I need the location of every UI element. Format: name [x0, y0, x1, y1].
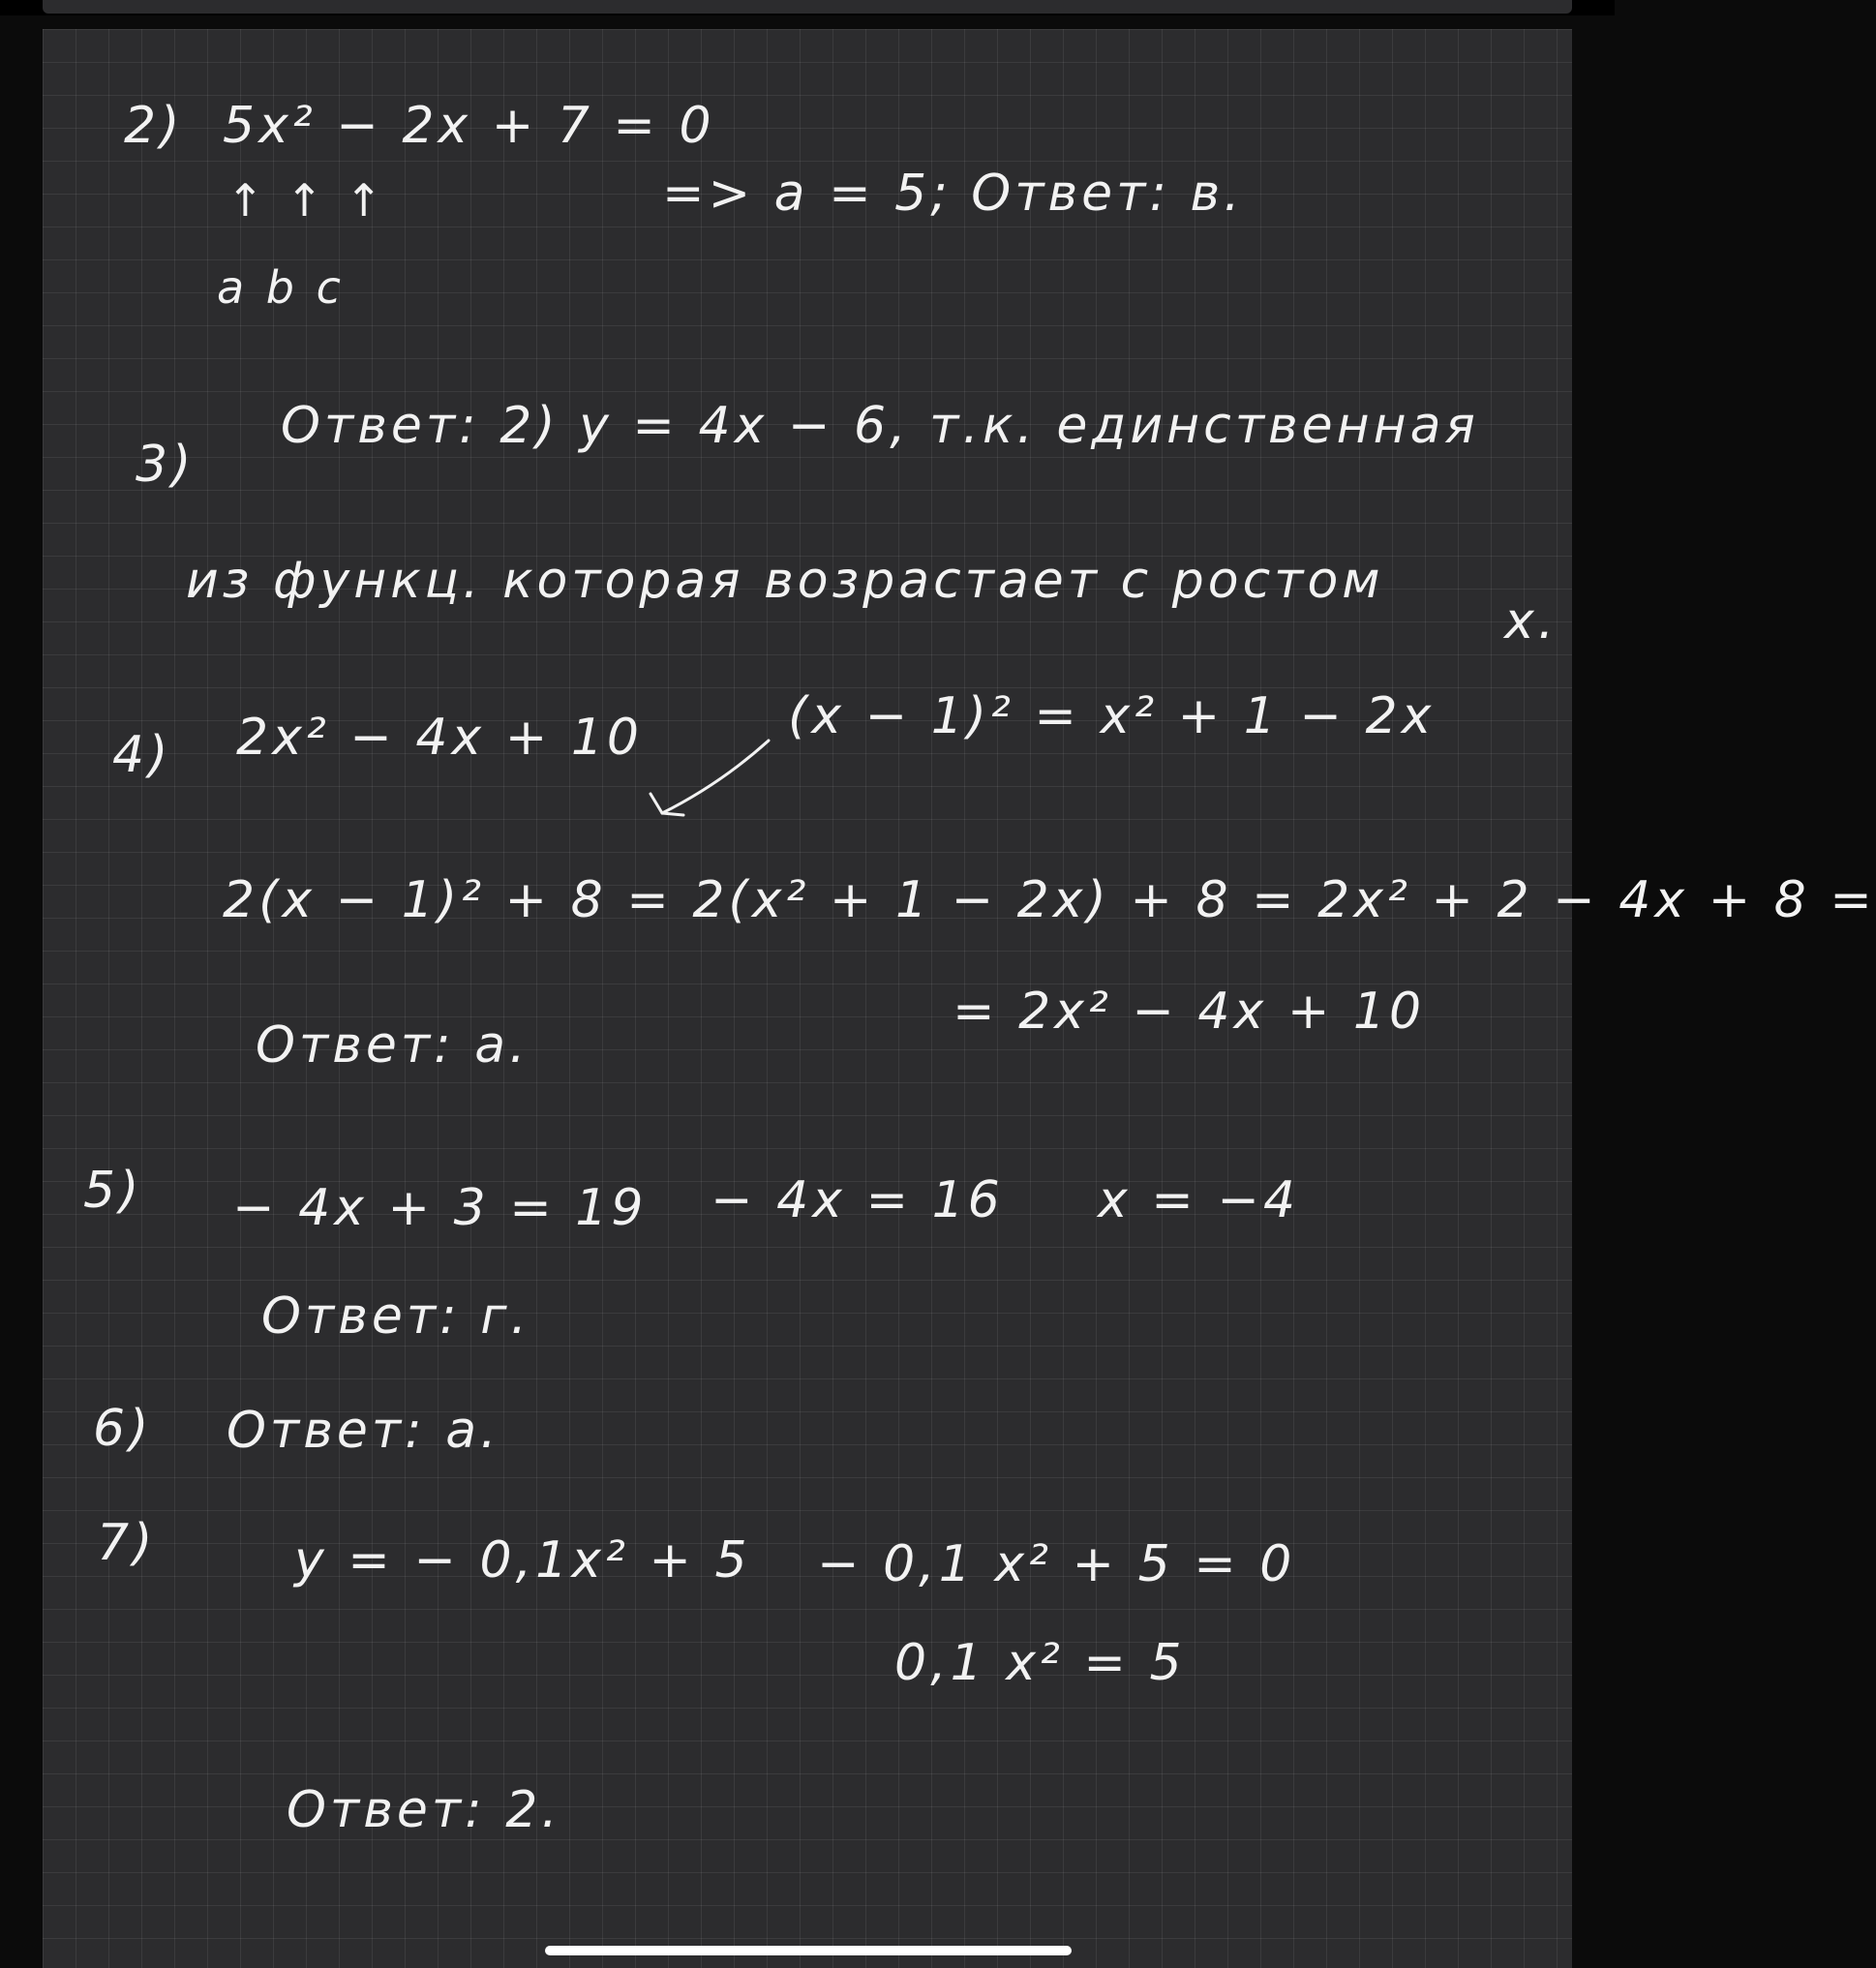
previous-page-edge — [43, 0, 1572, 14]
problem-4-identity: (x − 1)² = x² + 1 − 2x — [788, 687, 1436, 745]
problem-3-line2: из функц. которая возрастает с ростом — [186, 552, 1384, 610]
problem-7-equation: − 0,1 x² + 5 = 0 — [817, 1535, 1296, 1593]
problem-7-answer: Ответ: 2. — [287, 1781, 561, 1839]
problem-6-number: 6) — [93, 1400, 153, 1458]
problem-5-step: − 4x = 16 — [711, 1171, 1004, 1229]
problem-4-answer: Ответ: а. — [256, 1016, 530, 1075]
problem-5-solution: x = −4 — [1098, 1171, 1300, 1229]
problem-7-step: 0,1 x² = 5 — [894, 1634, 1186, 1692]
problem-7-number: 7) — [97, 1514, 157, 1572]
problem-7-function: y = − 0,1x² + 5 — [294, 1531, 751, 1590]
problem-5-equation: − 4x + 3 = 19 — [232, 1179, 648, 1237]
home-indicator[interactable] — [545, 1946, 1072, 1955]
problem-4-expression: 2x² − 4x + 10 — [236, 709, 643, 767]
problem-5-number: 5) — [83, 1162, 143, 1220]
problem-3-line1: Ответ: 2) y = 4x − 6, т.к. единственная — [281, 397, 1479, 455]
problem-6-answer: Ответ: а. — [227, 1402, 500, 1460]
problem-5-answer: Ответ: г. — [261, 1287, 531, 1346]
problem-2-coef-arrows: ↑ ↑ ↑ — [227, 174, 386, 227]
problem-2-number: 2) — [124, 97, 184, 155]
problem-3-line2-end: x. — [1504, 592, 1558, 651]
problem-3-number: 3) — [136, 436, 196, 494]
problem-4-number: 4) — [112, 726, 172, 784]
notebook-page — [43, 29, 1876, 1968]
problem-2-equation: 5x² − 2x + 7 = 0 — [223, 97, 715, 155]
problem-4-expansion: 2(x − 1)² + 8 = 2(x² + 1 − 2x) + 8 = 2x² + 2 − 4x + 8 = — [223, 871, 1876, 929]
problem-2-coef-letters: a b c — [217, 261, 345, 314]
problem-2-conclusion: => a = 5; Ответ: в. — [662, 165, 1244, 223]
problem-4-result: = 2x² − 4x + 10 — [953, 983, 1426, 1041]
